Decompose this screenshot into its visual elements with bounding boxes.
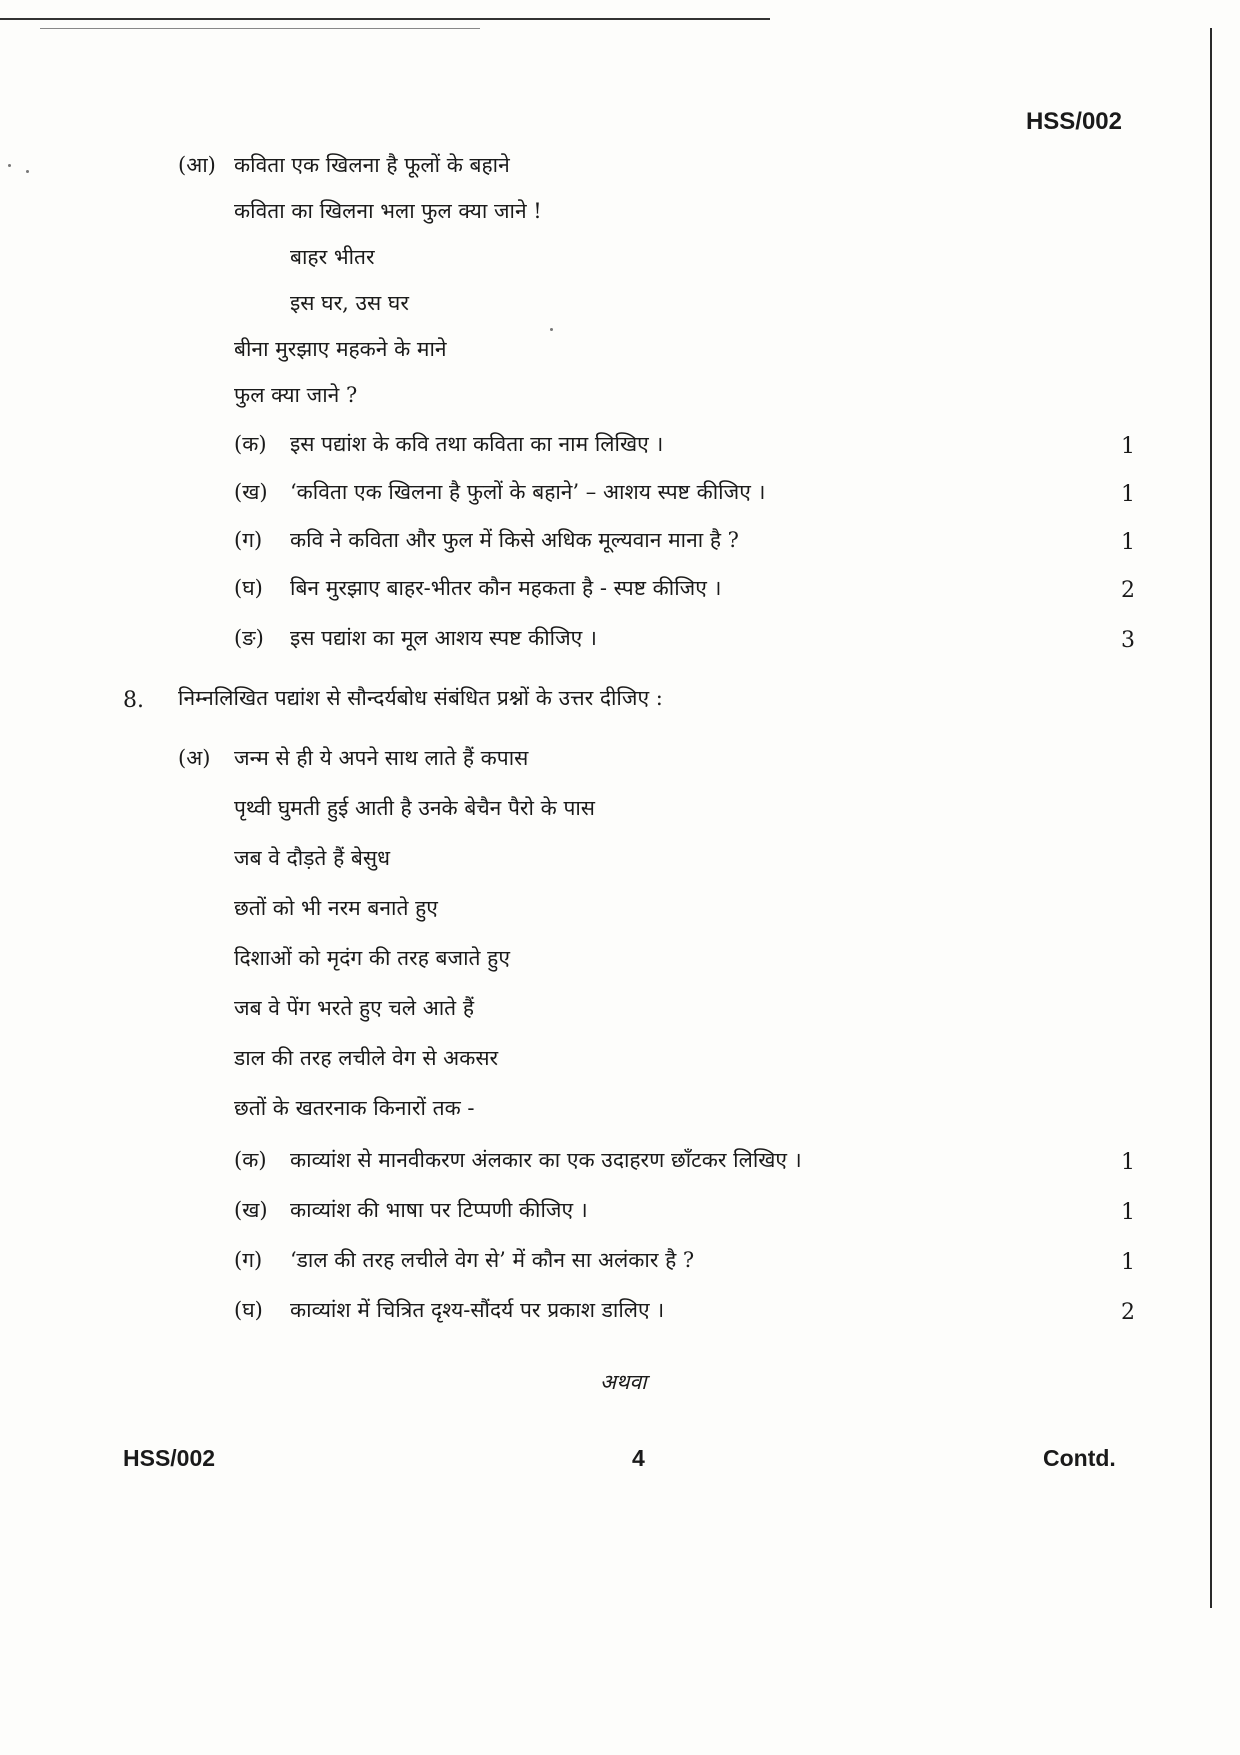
question-text: काव्यांश में चित्रित दृश्य-सौंदर्य पर प्रकाश डालिए । [290,1298,665,1322]
question-label: (घ) [234,576,263,600]
poem-line: बाहर भीतर [290,245,375,269]
section-label: (अ) [178,746,211,770]
question-label: (घ) [234,1298,263,1322]
poem-line: फुल क्या जाने ? [234,383,358,407]
section-label: (आ) [178,153,216,177]
poem-line: कविता का खिलना भला फुल क्या जाने ! [234,199,542,223]
header-code: HSS/002 [1025,108,1122,135]
question-item [234,1300,664,1321]
or-separator: अथवा [600,1370,647,1394]
footer-code: HSS/002 [123,1445,216,1471]
question-item [234,628,597,649]
marks: 2 [1121,1300,1135,1325]
question-item [234,1200,588,1221]
scan-speck [8,164,11,167]
question-label: (ग) [234,528,263,552]
poem-line: छतों को भी नरम बनाते हुए [234,896,438,920]
top-rule-thin [40,28,480,29]
poem-line: डाल की तरह लचीले वेग से अकसर [234,1046,499,1070]
question-item [234,1150,802,1171]
marks: 1 [1121,1200,1135,1225]
poem-line: छतों के खतरनाक किनारों तक - [234,1096,475,1120]
question-text: ‘कविता एक खिलना है फुलों के बहाने’ – आशय स्पष्ट कीजिए । [290,480,766,504]
question-item [234,1250,694,1271]
poem-line: जब वे दौड़ते हैं बेसुध [234,846,390,870]
question-item [234,530,739,551]
scan-speck [550,328,553,331]
right-margin-rule [1210,28,1212,1608]
page-number: 4 [632,1445,645,1471]
question-text: कवि ने कविता और फुल में किसे अधिक मूल्यवान माना है ? [290,528,739,552]
question-text: काव्यांश की भाषा पर टिप्पणी कीजिए । [290,1198,588,1222]
question-text: बिन मुरझाए बाहर-भीतर कौन महकता है - स्पष्ट कीजिए । [290,576,722,600]
question-text: ‘डाल की तरह लचीले वेग से’ में कौन सा अलंकार है ? [290,1248,695,1272]
question-label: (ख) [234,480,268,504]
question-item [234,482,765,503]
question-text: काव्यांश से मानवीकरण अंलकार का एक उदाहरण छाँटकर लिखिए । [290,1148,802,1172]
marks: 2 [1121,578,1135,603]
contd-label: Contd. [1043,1445,1116,1471]
poem-b-first-line [178,748,528,769]
poem-line: दिशाओं को मृदंग की तरह बजाते हुए [234,946,510,970]
poem-a-first-line [178,155,510,176]
question-item [234,578,722,599]
poem-line: बीना मुरझाए महकने के माने [234,337,447,361]
poem-line: कविता एक खिलना है फूलों के बहाने [234,153,510,177]
scan-speck [26,170,29,173]
marks: 1 [1121,1250,1135,1275]
question-number: 8. [123,688,144,713]
question-item [234,434,663,455]
poem-line: इस घर, उस घर [290,291,409,315]
question-text: इस पद्यांश के कवि तथा कविता का नाम लिखिए । [290,432,664,456]
question-label: (ङ) [234,626,264,650]
question-label: (क) [234,432,267,456]
poem-line: जब वे पेंग भरते हुए चले आते हैं [234,996,474,1020]
question-label: (क) [234,1148,267,1172]
poem-line: जन्म से ही ये अपने साथ लाते हैं कपास [234,746,529,770]
top-rule [0,18,770,20]
question-text: इस पद्यांश का मूल आशय स्पष्ट कीजिए । [290,626,597,650]
poem-line: पृथ्वी घुमती हुई आती है उनके बेचैन पैरो के पास [234,796,596,820]
question-label: (ग) [234,1248,263,1272]
question-label: (ख) [234,1198,268,1222]
question-instruction: निम्नलिखित पद्यांश से सौन्दर्यबोध संबंधित प्रश्नों के उत्तर दीजिए : [178,686,663,710]
marks: 1 [1121,434,1135,459]
marks: 1 [1121,530,1135,555]
marks: 1 [1121,1150,1135,1175]
marks: 1 [1121,482,1135,507]
marks: 3 [1121,628,1135,653]
